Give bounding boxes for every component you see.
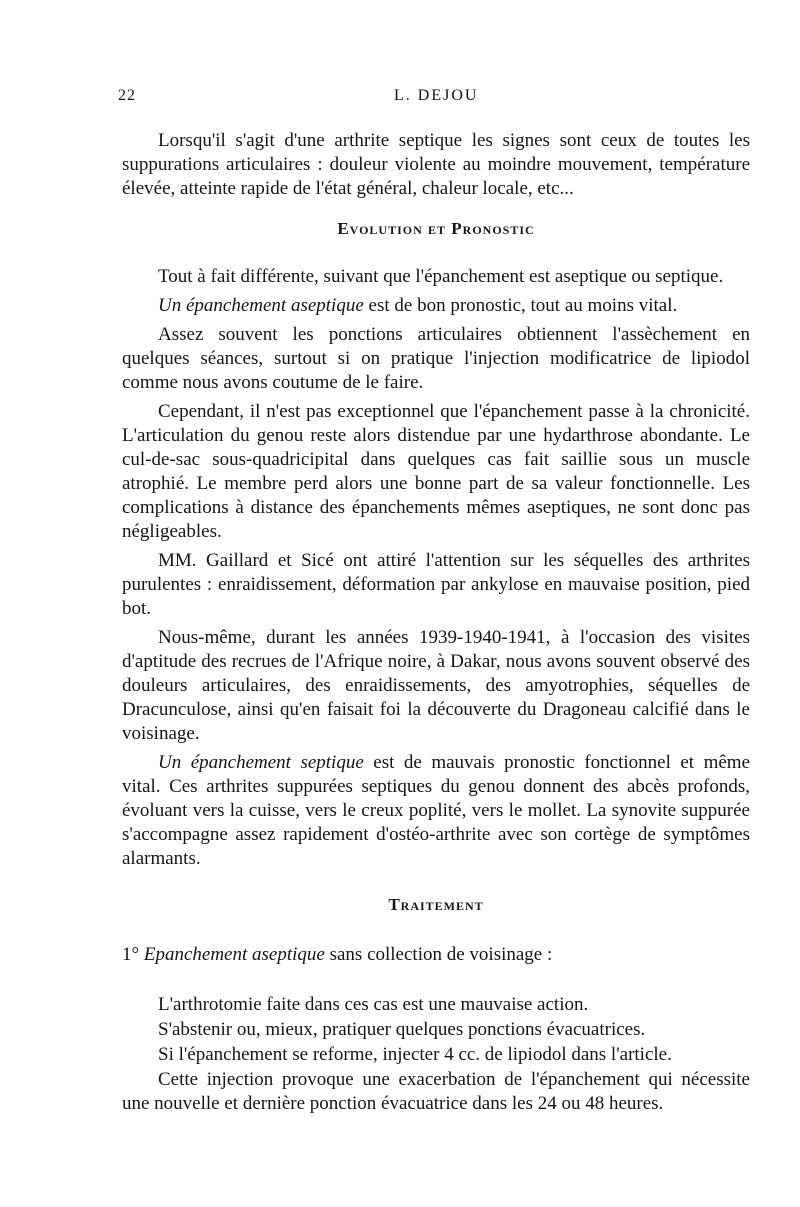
treatment-line: L'arthrotomie faite dans ces cas est une mauvaise action. <box>158 994 589 1015</box>
section-heading-traitement: Traitement <box>388 895 484 914</box>
paragraph-text: est de mauvais pronostic fonctionnel et même vital. Ces arthrites suppurées septiques du genou donnent des abcès profonds, évoluant vers la cuisse, vers le creux poplité, vers le mollet. La synovite suppurée s'accompagne assez rapidement d'ostéo-arthrite avec son cortège de symptômes alarmants. <box>122 752 751 869</box>
page-body <box>122 129 750 1121</box>
running-head: L. DEJOU <box>394 87 479 104</box>
paragraph-text: est de bon pronostic, tout au moins vital. <box>363 295 678 316</box>
emphasis: Epanchement aseptique <box>143 944 325 965</box>
section-heading-evolution: Evolution et Pronostic <box>337 219 535 238</box>
treatment-line: Si l'épanchement se reforme, injecter 4 cc. de lipiodol dans l'article. <box>158 1044 672 1065</box>
paragraph: Assez souvent les ponctions articulaires obtiennent l'assèchement en quelques séances, surtout si on pratique l'injection modificatrice de lipiodol comme nous avons coutume de le faire. <box>122 324 750 393</box>
paragraph-aseptic <box>122 294 750 318</box>
treatment-line: Cette injection provoque une exacerbation de l'épanchement qui nécessite une nouvelle et dernière ponction évacuatrice dans les 24 ou 48 heures. <box>122 1069 750 1114</box>
subheading-aseptic <box>122 943 750 967</box>
treatment-line: S'abstenir ou, mieux, pratiquer quelques ponctions évacuatrices. <box>158 1019 646 1040</box>
paragraph: Tout à fait différente, suivant que l'épanchement est aseptique ou septique. <box>158 266 724 287</box>
paragraph: MM. Gaillard et Sicé ont attiré l'attention sur les séquelles des arthrites purulentes : enraidissement, déformation par ankylose en mauvaise position, pied bot. <box>122 550 750 619</box>
paragraph: Cependant, il n'est pas exceptionnel que l'épanchement passe à la chronicité. L'articulation du genou reste alors distendue par une hydarthrose abondante. Le cul-de-sac sous-quadricipital dans quelques cas fait saillie sous un muscle atrophié. Le membre perd alors une bonne part de sa valeur fonctionnelle. Les complications à distance des épanchements mêmes aseptiques, ne sont donc pas négligeables. <box>122 401 750 542</box>
page-header <box>118 87 752 107</box>
emphasis: Un épanchement septique <box>158 752 364 773</box>
emphasis: Un épanchement aseptique <box>158 295 364 316</box>
paragraph-septic <box>122 751 750 871</box>
sub-number: 1° <box>122 944 140 965</box>
sub-text: sans collection de voisinage : <box>324 944 553 965</box>
intro-paragraph: Lorsqu'il s'agit d'une arthrite septique les signes sont ceux de toutes les suppurations articulaires : douleur violente au moindre mouvement, température élevée, atteinte rapide de l'état général, chaleur locale, etc... <box>122 130 750 199</box>
page-number: 22 <box>118 87 136 104</box>
paragraph: Nous-même, durant les années 1939-1940-1941, à l'occasion des visites d'aptitude des recrues de l'Afrique noire, à Dakar, nous avons souvent observé des douleurs articulaires, des enraidissements, des amyotrophies, séquelles de Dracunculose, ainsi qu'en faisait foi la découverte du Dragoneau calcifié dans le voisinage. <box>122 627 750 744</box>
